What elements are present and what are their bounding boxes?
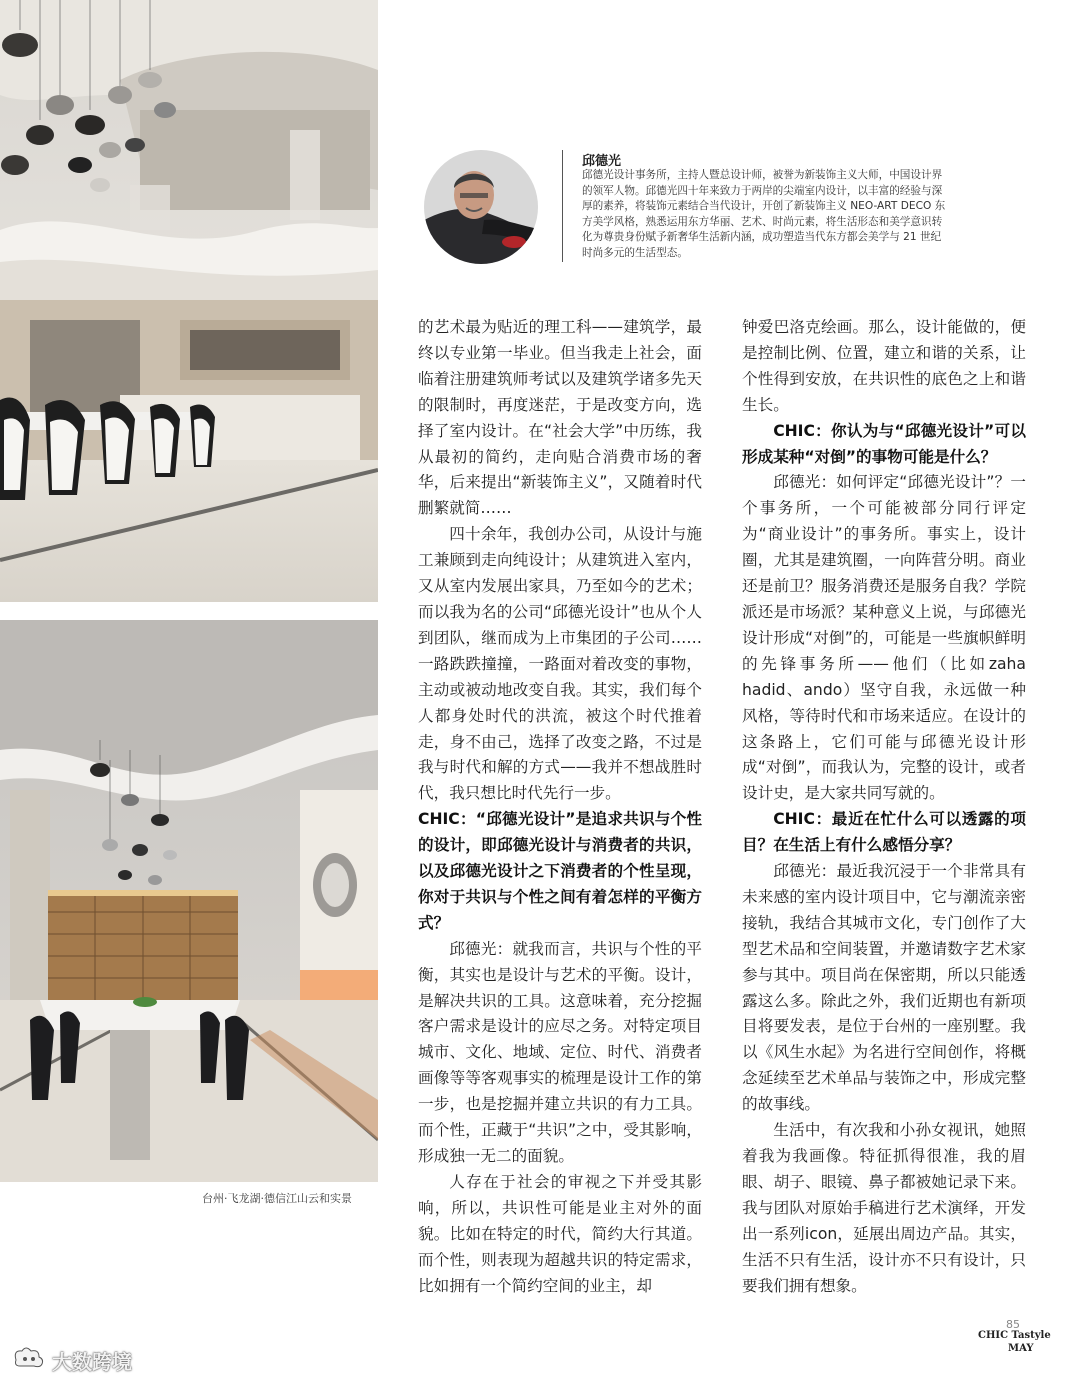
article-column-right <box>742 315 1026 1299</box>
interior-photo-wine-room <box>0 620 378 1182</box>
article-paragraph: 邱德光：就我而言，共识与个性的平衡，其实也是设计与艺术的平衡。设计，是解决共识的工具。这意味着，充分挖掘客户需求是设计的应尽之务。对特定项目城市、文化、地域、定位、时代、消费者画像等等客观事实的梳理是设计工作的第一步，也是挖掘并建立共识的有力工具。而个性，正藏于“共识”之中，受其影响，形成独一无二的面貌。 <box>418 939 702 1165</box>
bio-name: 邱德光 <box>582 154 622 169</box>
article-column-left <box>418 315 702 1299</box>
watermark-text: 大数跨境 <box>52 1349 132 1374</box>
article-paragraph: 邱德光：如何评定“邱德光设计”？一个事务所，一个可能被部分同行评定为“商业设计”的事务所。事实上，设计圈，尤其是建筑圈，一向阵营分明。商业还是前卫？服务消费还是服务自我？学院派还是市场派？某种意义上说，与邱德光设计形成“对倒”的，可能是一些旗帜鲜明的先锋事务所——他们（比如zaha hadid、ando）坚守自我，永远做一种风格，等待时代和市场来适应。在设计的这条路上，它们可能与邱德光设计形成“对倒”，而我认为，完整的设计，或者设计史，是大家共同写就的。 <box>742 473 1026 803</box>
article-paragraph: 人存在于社会的审视之下并受其影响，所以，共识性可能是业主对外的面貌。比如在特定的时代，简约大行其道。而个性，则表现为超越共识的特定需求，比如拥有一个简约空间的业主，却 <box>418 1172 702 1295</box>
bio-divider <box>562 150 563 262</box>
photo-caption: 台州·飞龙湖·德信江山云和实景 <box>202 1192 352 1205</box>
article-paragraph: 生活中，有次我和小孙女视讯，她照着我为我画像。特征抓得很准，我的眉眼、胡子、眼镜、鼻子都被她记录下来。我与团队对原始手稿进行艺术演绎，开发出一系列icon，延展出周边产品。其实，生活不只有生活，设计亦不只有设计，只要我们拥有想象。 <box>742 1121 1026 1295</box>
issue-month: MAY <box>1008 1343 1034 1354</box>
magazine-brand: CHIC Tastyle <box>978 1330 1051 1341</box>
article-paragraph: 钟爱巴洛克绘画。那么，设计能做的，便是控制比例、位置，建立和谐的关系，让个性得到安放，在共识性的底色之上和谐生长。 <box>742 318 1026 414</box>
article-paragraph: 邱德光：最近我沉浸于一个非常具有未来感的室内设计项目中，它与潮流亲密接轨，我结合其城市文化，专门创作了大型艺术品和空间装置，并邀请数字艺术家参与其中。项目尚在保密期，所以只能透露这么多。除此之外，我们近期也有新项目将要发表，是位于台州的一座别墅。我以《风生水起》为名进行空间创作，将概念延续至艺术单品与装饰之中，形成完整的故事线。 <box>742 862 1026 1114</box>
designer-portrait <box>424 150 538 264</box>
interview-question: CHIC：“邱德光设计”是追求共识与个性的设计，即邱德光设计与消费者的共识，以及邱德光设计之下消费者的个性呈现，你对于共识与个性之间有着怎样的平衡方式？ <box>418 810 702 932</box>
interview-question: CHIC：你认为与“邱德光设计”可以形成某种“对倒”的事物可能是什么？ <box>742 421 1026 466</box>
article-paragraph: 的艺术最为贴近的理工科——建筑学，最终以专业第一毕业。但当我走上社会，面临着注册建筑师考试以及建筑学诸多先天的限制时，再度迷茫，于是改变方向，选择了室内设计。在“社会大学”中历练，我从最初的简约，走向贴合消费市场的奢华，后来提出“新装饰主义”，又随着时代删繁就简…… <box>418 318 702 518</box>
watermark-logo-icon <box>12 1346 46 1374</box>
watermark <box>12 1346 132 1374</box>
article-paragraph: 四十余年，我创办公司，从设计与施工兼顾到走向纯设计；从建筑进入室内，又从室内发展出家具，乃至如今的艺术；而以我为名的公司“邱德光设计”也从个人到团队，继而成为上市集团的子公司……一路跌跌撞撞，一路面对着改变的事物，主动或被动地改变自我。其实，我们每个人都身处时代的洪流，被这个时代推着走，身不由己，选择了改变之路，不过是我与时代和解的方式——我并不想战胜时代，我只想比时代先行一步。 <box>418 525 702 803</box>
bio-text: 邱德光设计事务所，主持人暨总设计师，被誉为新装饰主义大师，中国设计界的领军人物。邱德光四十年来致力于两岸的尖端室内设计，以丰富的经验与深厚的素养，将装饰元素结合当代设计，开创了新装饰主义 NEO-ART DECO 东方美学风格，熟悉运用东方华丽、艺术、时尚元素，将生活形态和美学意识转化为尊贵身份赋予新奢华生活新内涵，成功塑造当代东方都会美学与 21 世纪时尚多元的生活型态。 <box>582 169 946 259</box>
interview-question: CHIC：最近在忙什么可以透露的项目？在生活上有什么感悟分享？ <box>742 810 1026 855</box>
page-number: 85 <box>1006 1318 1020 1331</box>
interior-photo-dining <box>0 0 378 602</box>
